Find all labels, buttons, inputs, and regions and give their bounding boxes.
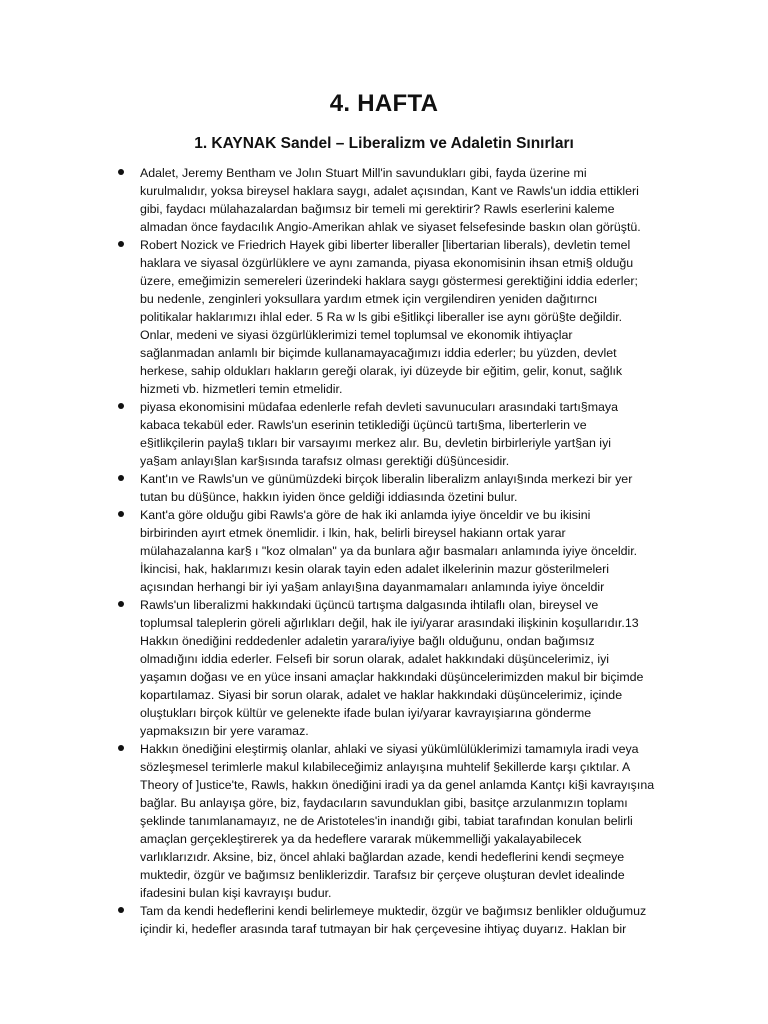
page-title: 4. HAFTA bbox=[329, 90, 439, 117]
paragraph-line: yapmaksızın bir yere varamaz. bbox=[140, 724, 309, 738]
bullet-icon bbox=[118, 241, 124, 247]
paragraph-line: kopartılamaz. Siyasi bir sorun olarak, adalet ve haklar hakkındaki düşüncelerimiz, içinde bbox=[140, 688, 623, 702]
paragraph-line: bağlar. Bu anlayışa göre, biz, faydacıların savunduklan gibi, basitçe arzulanmızın toplamı bbox=[140, 796, 628, 810]
bullet-icon bbox=[118, 907, 124, 913]
paragraph-line: mülahazalanna kar§ ı "koz olmalan" ya da bunlara ağır basmaları anlamında iyiye önceldir. bbox=[140, 544, 638, 558]
paragraph-line: Onlar, medeni ve siyasi özgürlüklerimizi temel toplumsal ve ekonomik ihtiyaçlar bbox=[140, 328, 573, 342]
list-item bbox=[0, 596, 768, 740]
paragraph-line: Kant'a göre olduğu gibi Rawls'a göre de hak iki anlamda iyiye önceldir ve bu ikisini bbox=[140, 508, 591, 522]
bullet-icon bbox=[118, 475, 124, 481]
paragraph-line: olmadığını iddia ederler. Felsefi bir sorun olarak, adalet hakkındaki düşüncelerimiz, iyi bbox=[140, 652, 610, 666]
bullet-icon bbox=[118, 745, 124, 751]
paragraph-line: politikalar haklarımızı ihlal eder. 5 Ra w ls gibi e§itlikçi liberaller ise aynı görü§te değildir. bbox=[140, 310, 623, 324]
paragraph-line: almadan önce faydacılık Angio-Amerikan ahlak ve siyaset felsefesinde baskın olan görüştü. bbox=[140, 220, 641, 234]
section-subtitle: 1. KAYNAK Sandel – Liberalizm ve Adaletin Sınırları bbox=[194, 135, 574, 152]
paragraph-line: hizmeti vb. hizmetleri temin etmelidir. bbox=[140, 382, 343, 396]
paragraph-line: ifadesini bulan kişi kavrayışı budur. bbox=[140, 886, 332, 900]
paragraph-line: Adalet, Jeremy Bentham ve Jolın Stuart Mill'in savundukları gibi, fayda üzerine mi bbox=[140, 166, 587, 180]
paragraph-line: içindir ki, hedefler arasında taraf tutmayan bir hak çerçevesine ihtiyaç duyarız. Haklan bir bbox=[140, 922, 627, 936]
paragraph-line: toplumsal taleplerin göreli ağırlıkları değil, hak ile iyi/yarar arasındaki ilişkinin koşullarıdır.13 bbox=[140, 616, 639, 630]
paragraph-line: şeklinde tanımlanamayız, ne de Aristoteles'in inandığı gibi, tabiat tarafından konulan belirli bbox=[140, 814, 633, 828]
paragraph-line: tutan bu dü§ünce, hakkın iyiden önce geldiği iddiasında özetini bulur. bbox=[140, 490, 518, 504]
paragraph-line: haklara ve siyasal özgürlüklere ve aynı zamanda, piyasa ekonomisinin ihsan etmi§ olduğu bbox=[140, 256, 634, 270]
bullet-icon bbox=[118, 601, 124, 607]
paragraph-line: Theory of ]ustice'te, Rawls, hakkın önediğini iradi ya da genel anlamda Kantçı ki§i kavrayışına bbox=[140, 778, 655, 792]
paragraph-line: sözleşmesel terimlerle makul kılabileceğimiz anlayışına muhtelif §ekillerde karşı çıktılar. A bbox=[140, 760, 631, 774]
bullet-icon bbox=[118, 169, 124, 175]
paragraph-line: oluştukları birçok kültür ve gelenekte ifade bulan iyi/yarar kavrayışiarına gönderme bbox=[140, 706, 592, 720]
list-item bbox=[0, 740, 768, 902]
paragraph-line: Kant'ın ve Rawls'un ve günümüzdeki birçok liberalin liberalizm anlayı§ında merkezi bir yer bbox=[140, 472, 633, 486]
paragraph-line: Hakkın önediğini reddedenler adaletin yarara/iyiye bağlı olduğunu, ondan bağımsız bbox=[140, 634, 595, 648]
list-item bbox=[0, 236, 768, 398]
list-item bbox=[0, 902, 768, 938]
bullet-icon bbox=[118, 403, 124, 409]
list-item bbox=[0, 164, 768, 236]
paragraph-line: kurulmalıdır, yoksa bireysel haklara saygı, adalet açısından, Kant ve Rawls'un iddia ettikleri bbox=[140, 184, 639, 198]
paragraph-line: Hakkın önediğini eleştirmiş olanlar, ahlaki ve siyasi yükümlülüklerimizi tamamıyla iradi veya bbox=[140, 742, 639, 756]
paragraph-line: yaşamın doğası ve en yüce insani amaçlar hakkındaki düşüncelerimizden makul bir biçimde bbox=[140, 670, 644, 684]
paragraph-line: gibi, faydacı mülahazalardan bağımsız bir temeli mi gerektirir? Rawls eserlerini kaleme bbox=[140, 202, 615, 216]
paragraph-line: Tam da kendi hedeflerini kendi belirlemeye muktedir, özgür ve bağımsız benlikler olduğumuz bbox=[140, 904, 647, 918]
paragraph-line: varlıklarızıdr. Aksine, biz, öncel ahlaki bağlardan azade, kendi hedeflerini kendi seçmeye bbox=[140, 850, 625, 864]
paragraph-line: Rawls'un liberalizmi hakkındaki üçüncü tartışma dalgasında ihtilaflı olan, bireysel ve bbox=[140, 598, 599, 612]
paragraph-line: ya§am anlayı§lan kar§ısında tarafsız olması gerektiği dü§üncesidir. bbox=[140, 454, 510, 468]
paragraph-line: piyasa ekonomisini müdafaa edenlerle refah devleti savunucuları arasındaki tartı§maya bbox=[140, 400, 618, 414]
list-item bbox=[0, 470, 768, 506]
list-item bbox=[0, 506, 768, 596]
bullet-icon bbox=[118, 511, 124, 517]
paragraph-line: muktedir, özgür ve bağımsız benliklerizdir. Tarafsız bir çerçeve oluşturan devlet idealinde bbox=[140, 868, 625, 882]
paragraph-line: e§itlikçilerin payla§ tıkları bir varsayımı merkez alır. Bu, devletin birbirleriyle yart§an iyi bbox=[140, 436, 612, 450]
paragraph-line: herkese, sahip oldukları hakların gereği olarak, iyi düzeyde bir eğitim, gelir, konut, sağlık bbox=[140, 364, 623, 378]
bullet-list bbox=[0, 164, 768, 938]
paragraph-line: bu nedenle, zenginleri yoksullara yardım etmek için vergilendiren yeniden dağıtırncı bbox=[140, 292, 598, 306]
paragraph-line: sağlanmadan anlamlı bir biçimde kullanamayacağımızı iddia ederler; bu yüzden, devlet bbox=[140, 346, 617, 360]
paragraph-line: birbirinden ayırt etmek önemlidir. i lkin, hak, belirli bireysel hakiann ortak yarar bbox=[140, 526, 566, 540]
list-item bbox=[0, 398, 768, 470]
paragraph-line: açısından herhangi bir iyi ya§am anlayı§ına dayanmamaları anlamında iyiye önceldir bbox=[140, 580, 605, 594]
paragraph-line: kabaca tekabül eder. Rawls'un eserinin tetiklediği üçüncü tartı§ma, liberterlerin ve bbox=[140, 418, 587, 432]
paragraph-line: üzere, emeğimizin semereleri üzerindeki haklara saygı göstermesi gerektiğini iddia ederler; bbox=[140, 274, 638, 288]
paragraph-line: İkincisi, hak, haklarımızı kesin olarak tayin eden adalet ilkelerinin mazur gösterilmeleri bbox=[140, 562, 609, 576]
paragraph-line: Robert Nozick ve Friedrich Hayek gibi liberter liberaller [libertarian liberals), devletin temel bbox=[140, 238, 631, 252]
paragraph-line: amaçlan gerçekleştirerek ya da hedeflere vararak mükemmelliği yakalayabilecek bbox=[140, 832, 582, 846]
